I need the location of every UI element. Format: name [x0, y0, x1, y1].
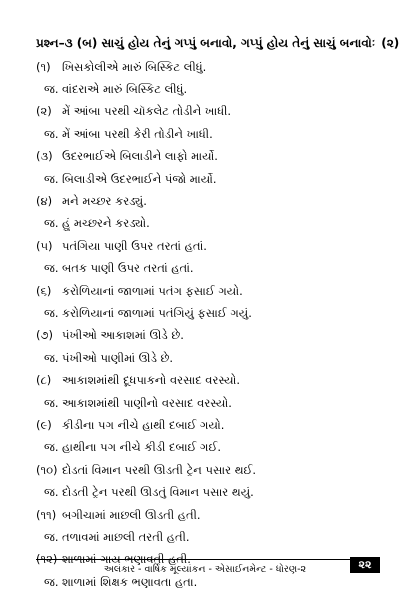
answer-line: [36, 347, 380, 369]
question-number: (૧): [36, 59, 51, 74]
answer-label: જ.: [44, 395, 59, 410]
question-marks: (૨): [381, 36, 400, 50]
question-text: દોડતાં વિમાન પરથી ઊડતી ટ્રેન પસાર થઈ.: [62, 462, 257, 477]
answer-text: વાંદરાએ મારું બિસ્કિટ લીધું.: [62, 82, 188, 97]
answer-label: જ.: [44, 82, 59, 97]
answer-label: જ.: [44, 305, 59, 320]
question-line: [36, 504, 380, 526]
question-text: પતંગિયા પાણી ઉપર તરતાં હતાં.: [62, 238, 207, 253]
question-number: (૪): [36, 194, 53, 209]
answer-line: [36, 123, 380, 145]
question-number: (૧૨): [36, 552, 58, 567]
question-text: શાળામાં ગાય ભણાવતી હતી.: [62, 552, 191, 567]
question-line: [36, 459, 380, 481]
answer-line: [36, 302, 380, 324]
question-number: (૧૦): [36, 462, 58, 477]
answer-label: જ.: [44, 574, 59, 589]
answer-line: [36, 213, 380, 235]
question-number: (૭): [36, 328, 53, 343]
question-text: ખિસકોલીએ મારું બિસ્કિટ લીધું.: [62, 59, 207, 74]
answer-line: [36, 78, 380, 100]
question-answer-list: [36, 56, 380, 593]
footer-divider: [36, 559, 378, 560]
question-line: [36, 369, 380, 391]
question-line: [36, 146, 380, 168]
question-text: બગીચામાં માછલી ઊડતી હતી.: [62, 507, 201, 522]
answer-label: જ.: [44, 171, 59, 186]
answer-text: બિલાડીએ ઉંદરભાઈને પંજો માર્યો.: [62, 171, 217, 186]
answer-text: તળાવમાં માછલી તરતી હતી.: [62, 529, 190, 544]
question-text: આકાશમાંથી દૂધપાકનો વરસાદ વરસ્યો.: [62, 373, 241, 388]
question-number: (૬): [36, 283, 52, 298]
question-line: [36, 56, 380, 78]
question-text: ઉંદરભાઈએ બિલાડીને લાફો માર્યો.: [62, 149, 218, 164]
question-text: પંખીઓ આકાશમાં ઊડે છે.: [62, 328, 184, 343]
answer-text: મેં આંબા પરથી કેરી તોડીને ખાધી.: [62, 126, 213, 141]
answer-label: જ.: [44, 440, 59, 455]
question-number: (૩): [36, 149, 53, 164]
question-text: મેં આંબા પરથી ચૉકલેટ તોડીને ખાધી.: [62, 104, 232, 119]
question-line: [36, 101, 380, 123]
answer-text: હાથીના પગ નીચે કીડી દબાઈ ગઈ.: [62, 440, 221, 455]
answer-line: [36, 258, 380, 280]
answer-text: હું મચ્છરને કરડ્યો.: [62, 216, 150, 231]
footer-text: અલંકાર - વાર્ષિક મૂલ્યાંકન - એસાઈનમેન્ટ - ધોરણ-૨: [103, 564, 307, 575]
answer-line: [36, 437, 380, 459]
question-number: (૮): [36, 373, 52, 388]
question-line: [36, 235, 380, 257]
answer-label: જ.: [44, 485, 59, 500]
answer-text: શાળામાં શિક્ષક ભણાવતા હતા.: [62, 574, 198, 589]
answer-text: પંખીઓ પાણીમાં ઊડે છે.: [62, 350, 174, 365]
page-number: ૨૨: [350, 557, 380, 573]
answer-text: બતક પાણી ઉપર તરતાં હતાં.: [62, 261, 194, 276]
answer-line: [36, 168, 380, 190]
answer-line: [36, 481, 380, 503]
answer-label: જ.: [44, 126, 59, 141]
answer-label: જ.: [44, 261, 59, 276]
answer-label: જ.: [44, 350, 59, 365]
question-line: [36, 280, 380, 302]
question-number: (૧૧): [36, 507, 57, 522]
question-heading: [36, 36, 400, 51]
question-number: (૫): [36, 238, 53, 253]
question-number: (૯): [36, 417, 52, 432]
question-heading-text: પ્રશ્ન–૩ (બ) સાચું હોય તેનું ગપ્પું બનાવો, ગપ્પું હોય તેનું સાચું બનાવોઃ: [36, 36, 376, 50]
question-text: મને મચ્છર કરડ્યું.: [62, 194, 147, 209]
question-number: (૨): [36, 104, 52, 119]
question-text: કીડીના પગ નીચે હાથી દબાઈ ગયો.: [62, 417, 225, 432]
question-text: કરોળિયાનાં જાળામાં પતંગ ફસાઈ ગયો.: [62, 283, 243, 298]
question-line: [36, 325, 380, 347]
answer-label: જ.: [44, 529, 59, 544]
answer-text: કરોળિયાનાં જાળામાં પતંગિયું ફસાઈ ગયું.: [62, 305, 252, 320]
question-line: [36, 190, 380, 212]
answer-line: [36, 392, 380, 414]
answer-text: આકાશમાંથી પાણીનો વરસાદ વરસ્યો.: [62, 395, 232, 410]
answer-text: દોડતી ટ્રેન પરથી ઊડતું વિમાન પસાર થયું.: [62, 485, 254, 500]
answer-label: જ.: [44, 216, 59, 231]
answer-line: [36, 526, 380, 548]
question-line: [36, 414, 380, 436]
